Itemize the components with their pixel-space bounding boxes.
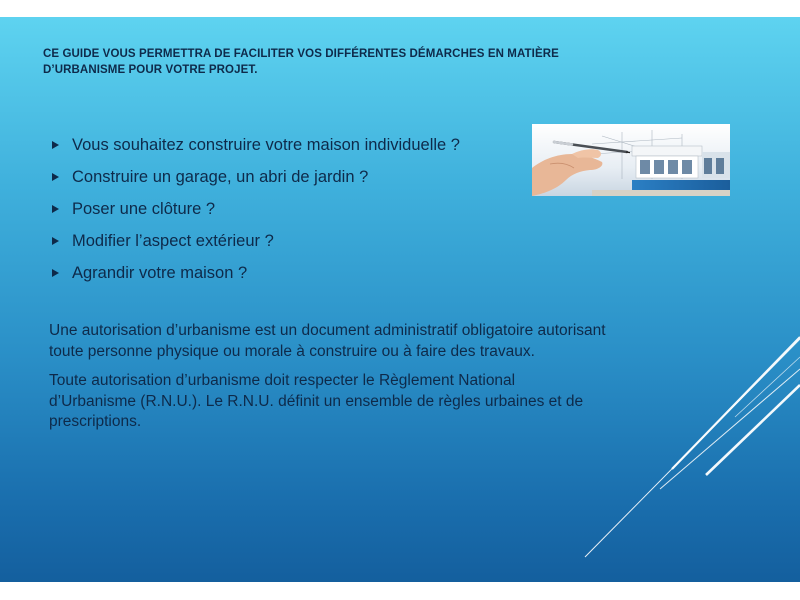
- paragraph-line: Toute autorisation d’urbanisme doit respecter le Règlement National: [49, 372, 516, 389]
- triangle-bullet-icon: [52, 173, 59, 181]
- body-text: [49, 321, 629, 442]
- paragraph-line: Une autorisation d’urbanisme est un document administratif obligatoire autorisant: [49, 322, 606, 339]
- decorative-lines: [0, 17, 800, 582]
- slide-title: [43, 46, 583, 78]
- house-sketch-image: [532, 124, 730, 196]
- list-item-text: Vous souhaitez construire votre maison individuelle ?: [72, 135, 460, 154]
- paragraph-line: prescriptions.: [49, 413, 142, 430]
- slide-title-line: CE GUIDE VOUS PERMETTRA DE FACILITER VOS DIFFÉRENTES DÉMARCHES EN MATIÈRE: [43, 48, 559, 60]
- paragraph-definition: [49, 321, 629, 362]
- list-item: [52, 161, 512, 193]
- triangle-bullet-icon: [52, 237, 59, 245]
- list-item-text: Modifier l’aspect extérieur ?: [72, 231, 274, 250]
- list-item: [52, 225, 512, 257]
- list-item-text: Construire un garage, un abri de jardin ?: [72, 167, 369, 186]
- list-item: [52, 129, 512, 161]
- decor-line: [735, 357, 800, 417]
- list-item: [52, 193, 512, 225]
- decor-line: [706, 385, 800, 475]
- triangle-bullet-icon: [52, 269, 59, 277]
- list-item-text: Agrandir votre maison ?: [72, 263, 248, 282]
- triangle-bullet-icon: [52, 141, 59, 149]
- presentation-slide: [0, 17, 800, 582]
- list-item-text: Poser une clôture ?: [72, 199, 216, 218]
- decor-line: [660, 369, 800, 489]
- house-sketch-illustration: [532, 124, 730, 196]
- paragraph-line: d’Urbanisme (R.N.U.). Le R.N.U. définit un ensemble de règles urbaines et de: [49, 392, 584, 410]
- paragraph-line: toute personne physique ou morale à construire ou à faire des travaux.: [49, 342, 535, 360]
- decor-line: [672, 337, 800, 469]
- list-item: [52, 257, 512, 289]
- slide-title-line: D’URBANISME POUR VOTRE PROJET.: [43, 64, 258, 76]
- triangle-bullet-icon: [52, 205, 59, 213]
- question-list: [52, 129, 512, 289]
- paragraph-rnu: [49, 371, 629, 433]
